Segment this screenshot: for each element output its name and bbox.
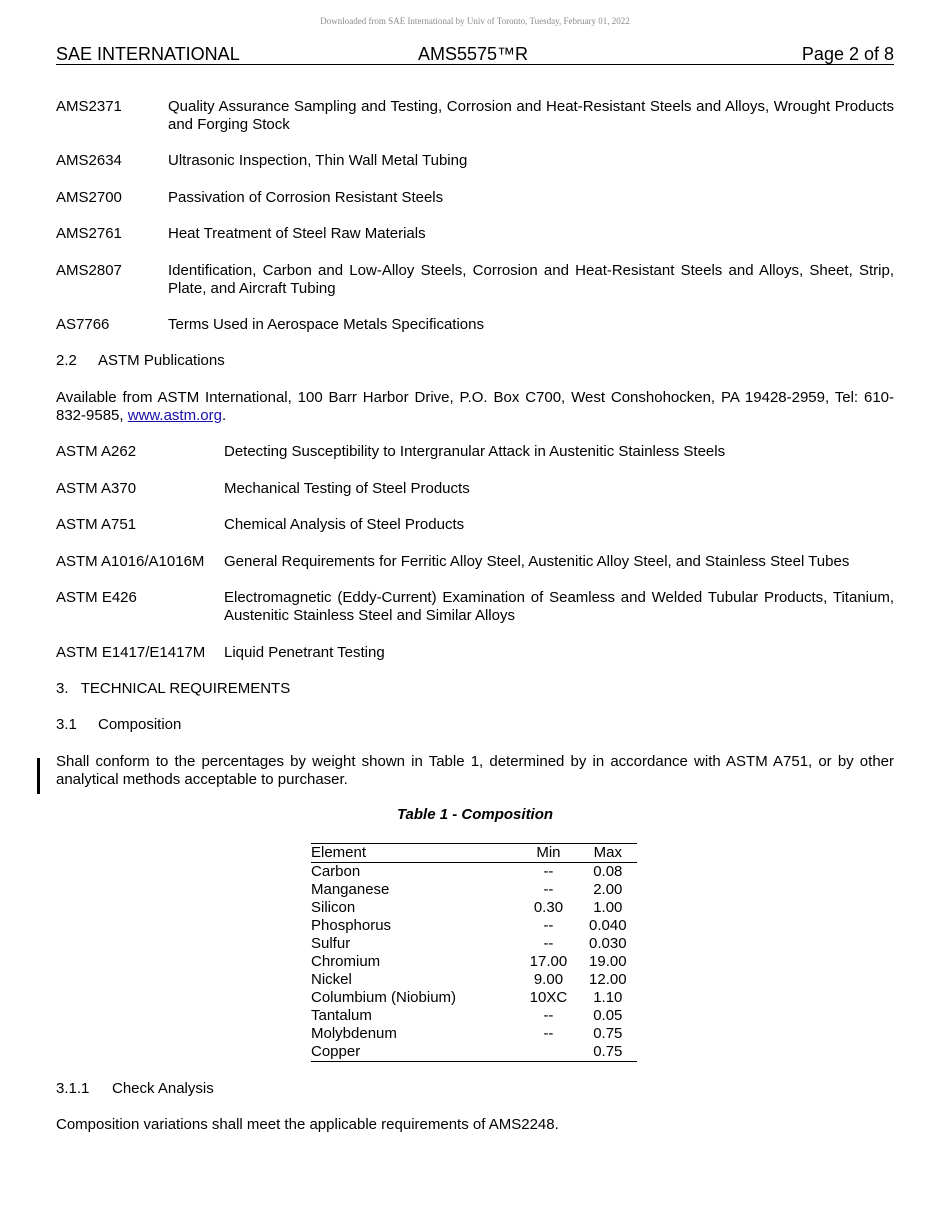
ref-desc: Liquid Penetrant Testing (224, 644, 385, 661)
ref-desc: Quality Assurance Sampling and Testing, Corrosion and Heat-Resistant Steels and Alloys, Wrought Products and Forging Stock (168, 98, 894, 133)
table-header-row (311, 844, 637, 863)
max-cell: 0.040 (589, 917, 627, 934)
element-cell: Tantalum (311, 1007, 372, 1024)
max-cell: 2.00 (593, 881, 623, 898)
header-cell-element: Element (311, 844, 518, 863)
element-cell: Manganese (311, 881, 390, 898)
header-cell-max: Max (579, 844, 637, 863)
section-title: Composition (98, 716, 182, 733)
ref-desc: Electromagnetic (Eddy-Current) Examination of Seamless and Welded Tubular Products, Titanium, Austenitic Stainless Steel and Similar Alloys (224, 589, 894, 624)
composition-text: Shall conform to the percentages by weight shown in Table 1, determined by in accordance with ASTM A751, or by other analytical methods acceptable to purchaser. (56, 753, 894, 788)
ref-code: AMS2634 (56, 152, 122, 169)
element-cell: Copper (311, 1043, 518, 1062)
ref-code: ASTM E1417/E1417M (56, 644, 206, 661)
max-cell: 0.08 (593, 863, 623, 880)
table-row (311, 1043, 637, 1062)
min-cell: -- (543, 1007, 554, 1024)
header-cell-min: Min (518, 844, 578, 863)
composition-table (311, 843, 637, 1062)
element-cell: Nickel (311, 971, 352, 988)
min-cell: 0.30 (533, 899, 564, 916)
astm-availability-text (56, 389, 894, 425)
ref-desc: Chemical Analysis of Steel Products (224, 516, 465, 533)
element-cell: Silicon (311, 899, 356, 916)
ref-code: ASTM A370 (56, 480, 137, 497)
ref-code: AMS2761 (56, 225, 122, 242)
element-cell: Columbium (Niobium) (311, 989, 457, 1006)
table-row (311, 881, 637, 899)
ref-desc: Terms Used in Aerospace Metals Specifications (168, 316, 484, 333)
header-org: SAE INTERNATIONAL (56, 44, 240, 64)
ref-desc: Identification, Carbon and Low-Alloy Steels, Corrosion and Heat-Resistant Steels and Alloys, Sheet, Strip, Plate, and Aircraft Tubing (168, 262, 894, 297)
min-cell: 17.00 (529, 953, 568, 970)
min-cell (518, 1043, 578, 1062)
table-row (311, 899, 637, 917)
ref-desc: Passivation of Corrosion Resistant Steels (168, 189, 444, 206)
table-row (311, 917, 637, 935)
table-row (311, 1025, 637, 1043)
max-cell: 1.10 (593, 989, 623, 1006)
section-title: Check Analysis (112, 1080, 214, 1097)
table-row (311, 935, 637, 953)
ref-desc: Ultrasonic Inspection, Thin Wall Metal Tubing (168, 152, 468, 169)
max-cell: 0.75 (593, 1025, 623, 1042)
table-row (311, 971, 637, 989)
ref-code: AS7766 (56, 316, 110, 333)
min-cell: -- (543, 863, 554, 880)
section-heading: 3. TECHNICAL REQUIREMENTS (56, 680, 291, 697)
max-cell: 0.030 (589, 935, 627, 952)
ref-desc: Mechanical Testing of Steel Products (224, 480, 470, 497)
table-row (311, 1007, 637, 1025)
check-analysis-text: Composition variations shall meet the applicable requirements of AMS2248. (56, 1116, 559, 1133)
ref-code: AMS2700 (56, 189, 122, 206)
min-cell: -- (543, 1025, 554, 1042)
element-cell: Phosphorus (311, 917, 392, 934)
ref-desc: Detecting Susceptibility to Intergranular Attack in Austenitic Stainless Steels (224, 443, 726, 460)
section-title: ASTM Publications (98, 352, 225, 369)
table-caption: Table 1 - Composition (396, 806, 554, 823)
ref-code: ASTM A262 (56, 443, 137, 460)
astm-link[interactable]: www.astm.org (127, 407, 222, 424)
min-cell: -- (543, 917, 554, 934)
min-cell: 9.00 (533, 971, 564, 988)
availability-period: . (221, 407, 227, 424)
section-number: 3.1 (56, 716, 77, 733)
ref-desc: Heat Treatment of Steel Raw Materials (168, 225, 426, 242)
max-cell: 0.05 (593, 1007, 623, 1024)
ref-code: ASTM A751 (56, 516, 137, 533)
element-cell: Carbon (311, 863, 361, 880)
element-cell: Molybdenum (311, 1025, 397, 1042)
max-cell: 12.00 (589, 971, 627, 988)
download-banner: Downloaded from SAE International by Univ of Toronto, Tuesday, February 01, 2022 (320, 16, 630, 26)
table-row (311, 863, 637, 882)
table-row (311, 953, 637, 971)
header-page-number: Page 2 of 8 (801, 44, 894, 64)
ref-desc: General Requirements for Ferritic Alloy Steel, Austenitic Alloy Steel, and Stainless Steel Tubes (224, 553, 850, 570)
element-cell: Sulfur (311, 935, 351, 952)
min-cell: -- (543, 935, 554, 952)
ref-code: AMS2371 (56, 98, 122, 115)
max-cell: 0.75 (579, 1043, 637, 1062)
table-row (311, 989, 637, 1007)
page-header (56, 44, 894, 65)
ref-code: ASTM E426 (56, 589, 137, 606)
element-cell: Chromium (311, 953, 381, 970)
min-cell: 10XC (529, 989, 568, 1006)
ref-code: ASTM A1016/A1016M (56, 553, 205, 570)
max-cell: 1.00 (593, 899, 623, 916)
availability-text: Available from ASTM International, 100 Barr Harbor Drive, P.O. Box C700, West Conshohocken, PA 19428-2959, Tel: 610-832-9585, (56, 389, 894, 424)
header-doc-number: AMS5575™R (418, 44, 529, 64)
revision-change-bar (37, 758, 40, 794)
max-cell: 19.00 (589, 953, 627, 970)
min-cell: -- (543, 881, 554, 898)
ref-code: AMS2807 (56, 262, 122, 279)
section-number: 2.2 (56, 352, 77, 369)
section-number: 3.1.1 (56, 1080, 90, 1097)
